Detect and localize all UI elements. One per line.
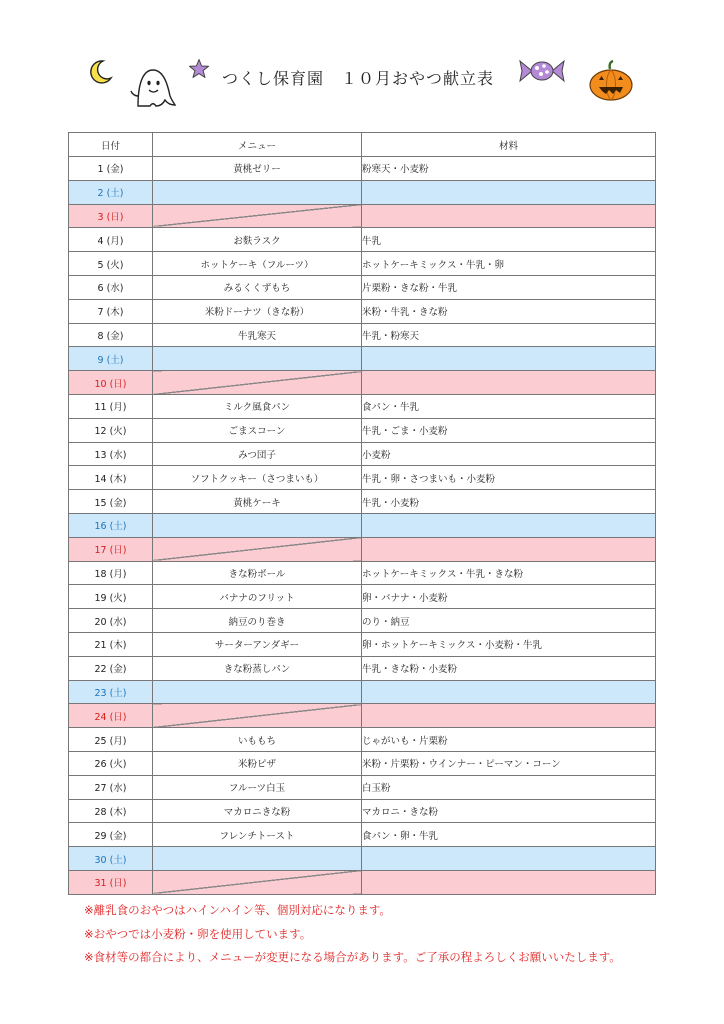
candy-icon: [518, 56, 566, 86]
table-row: [69, 157, 656, 181]
row-materials: [362, 513, 656, 537]
table-row: [69, 418, 656, 442]
table-row: [69, 513, 656, 537]
table-body: [69, 157, 656, 895]
row-date: 16 (土): [69, 513, 153, 537]
row-menu: [153, 704, 362, 728]
snack-menu-table: [68, 132, 656, 895]
row-date: 18 (月): [69, 561, 153, 585]
row-date: 2 (土): [69, 180, 153, 204]
table-row: [69, 585, 656, 609]
table-row: [69, 704, 656, 728]
row-menu: みるくくずもち: [153, 275, 362, 299]
note-allergens: ※おやつでは小麦粉・卵を使用しています。: [84, 926, 312, 941]
table-row: [69, 632, 656, 656]
table-row: [69, 275, 656, 299]
table-row: [69, 656, 656, 680]
row-menu: きな粉ボール: [153, 561, 362, 585]
row-menu: [153, 513, 362, 537]
row-materials: [362, 204, 656, 228]
row-materials: [362, 847, 656, 871]
row-date: 27 (水): [69, 775, 153, 799]
table-row: [69, 680, 656, 704]
row-date: 11 (月): [69, 394, 153, 418]
table-row: [69, 323, 656, 347]
row-date: 3 (日): [69, 204, 153, 228]
star-icon: [188, 58, 210, 80]
row-menu: 米粉ピザ: [153, 751, 362, 775]
row-menu: サーターアンダギー: [153, 632, 362, 656]
table-row: [69, 609, 656, 633]
row-menu: [153, 870, 362, 894]
row-date: 10 (日): [69, 371, 153, 395]
row-materials: 小麦粉: [362, 442, 656, 466]
row-menu: 黄桃ケーキ: [153, 490, 362, 514]
row-date: 20 (水): [69, 609, 153, 633]
table-header-row: [69, 133, 656, 157]
row-materials: 粉寒天・小麦粉: [362, 157, 656, 181]
row-date: 23 (土): [69, 680, 153, 704]
table-row: [69, 728, 656, 752]
row-date: 8 (金): [69, 323, 153, 347]
row-menu: [153, 371, 362, 395]
row-date: 30 (土): [69, 847, 153, 871]
row-date: 26 (火): [69, 751, 153, 775]
row-date: 7 (木): [69, 299, 153, 323]
row-date: 22 (金): [69, 656, 153, 680]
table-row: [69, 847, 656, 871]
row-date: 12 (火): [69, 418, 153, 442]
row-materials: [362, 371, 656, 395]
row-menu: フレンチトースト: [153, 823, 362, 847]
table-row: [69, 180, 656, 204]
row-menu: みつ団子: [153, 442, 362, 466]
table-row: [69, 394, 656, 418]
table-row: [69, 799, 656, 823]
row-menu: [153, 537, 362, 561]
table-row: [69, 204, 656, 228]
table-row: [69, 442, 656, 466]
row-menu: フルーツ白玉: [153, 775, 362, 799]
row-materials: [362, 537, 656, 561]
row-date: 6 (水): [69, 275, 153, 299]
row-materials: じゃがいも・片栗粉: [362, 728, 656, 752]
table-row: [69, 537, 656, 561]
row-menu: お麩ラスク: [153, 228, 362, 252]
note-menu-change: ※食材等の都合により、メニューが変更になる場合があります。ご了承の程よろしくお願いいたします。: [84, 950, 621, 964]
table-row: [69, 561, 656, 585]
header: [0, 0, 724, 120]
row-menu: [153, 180, 362, 204]
ghost-icon: [130, 66, 176, 108]
header-menu: メニュー: [153, 133, 362, 157]
row-materials: 食パン・牛乳: [362, 394, 656, 418]
header-date: 日付: [69, 133, 153, 157]
row-menu: ソフトクッキー（さつまいも）: [153, 466, 362, 490]
row-date: 19 (火): [69, 585, 153, 609]
pumpkin-icon: [588, 60, 634, 102]
row-materials: ホットケーキミックス・牛乳・きな粉: [362, 561, 656, 585]
row-materials: [362, 680, 656, 704]
table-row: [69, 870, 656, 894]
row-menu: ミルク風食パン: [153, 394, 362, 418]
table-row: [69, 466, 656, 490]
row-date: 25 (月): [69, 728, 153, 752]
moon-icon: [86, 58, 114, 86]
row-materials: [362, 347, 656, 371]
note-weaning: ※離乳食のおやつはハインハイン等、個別対応になります。: [84, 903, 391, 917]
row-materials: 米粉・牛乳・きな粉: [362, 299, 656, 323]
row-date: 17 (日): [69, 537, 153, 561]
header-materials: 材料: [362, 133, 656, 157]
row-materials: 牛乳: [362, 228, 656, 252]
row-materials: [362, 704, 656, 728]
row-menu: [153, 847, 362, 871]
row-date: 15 (金): [69, 490, 153, 514]
row-date: 4 (月): [69, 228, 153, 252]
row-menu: ホットケーキ（フルーツ）: [153, 252, 362, 276]
row-materials: 牛乳・粉寒天: [362, 323, 656, 347]
row-materials: 牛乳・小麦粉: [362, 490, 656, 514]
row-menu: 黄桃ゼリー: [153, 157, 362, 181]
row-date: 1 (金): [69, 157, 153, 181]
row-materials: 食パン・卵・牛乳: [362, 823, 656, 847]
row-menu: バナナのフリット: [153, 585, 362, 609]
row-menu: [153, 680, 362, 704]
row-date: 28 (木): [69, 799, 153, 823]
table-row: [69, 347, 656, 371]
table-row: [69, 751, 656, 775]
row-materials: 米粉・片栗粉・ウインナー・ピーマン・コーン: [362, 751, 656, 775]
row-date: 14 (木): [69, 466, 153, 490]
row-date: 13 (水): [69, 442, 153, 466]
row-materials: 卵・バナナ・小麦粉: [362, 585, 656, 609]
table-row: [69, 371, 656, 395]
row-menu: ごまスコーン: [153, 418, 362, 442]
table-row: [69, 228, 656, 252]
row-date: 31 (日): [69, 870, 153, 894]
table-row: [69, 299, 656, 323]
table-row: [69, 490, 656, 514]
row-menu: [153, 347, 362, 371]
row-materials: 牛乳・ごま・小麦粉: [362, 418, 656, 442]
row-menu: 米粉ドーナツ（きな粉）: [153, 299, 362, 323]
row-date: 29 (金): [69, 823, 153, 847]
row-materials: 牛乳・きな粉・小麦粉: [362, 656, 656, 680]
page-title: つくし保育園 １０月おやつ献立表: [222, 69, 495, 88]
table-row: [69, 252, 656, 276]
table-row: [69, 775, 656, 799]
row-date: 5 (火): [69, 252, 153, 276]
row-materials: 卵・ホットケーキミックス・小麦粉・牛乳: [362, 632, 656, 656]
row-date: 21 (木): [69, 632, 153, 656]
row-menu: マカロニきな粉: [153, 799, 362, 823]
row-date: 24 (日): [69, 704, 153, 728]
table-row: [69, 823, 656, 847]
row-materials: ホットケーキミックス・牛乳・卵: [362, 252, 656, 276]
row-menu: [153, 204, 362, 228]
row-date: 9 (土): [69, 347, 153, 371]
row-materials: 白玉粉: [362, 775, 656, 799]
row-materials: のり・納豆: [362, 609, 656, 633]
row-materials: マカロニ・きな粉: [362, 799, 656, 823]
row-menu: いももち: [153, 728, 362, 752]
row-materials: 片栗粉・きな粉・牛乳: [362, 275, 656, 299]
row-menu: きな粉蒸しパン: [153, 656, 362, 680]
notes: [84, 902, 621, 973]
row-materials: 牛乳・卵・さつまいも・小麦粉: [362, 466, 656, 490]
row-menu: 牛乳寒天: [153, 323, 362, 347]
row-materials: [362, 180, 656, 204]
row-menu: 納豆のり巻き: [153, 609, 362, 633]
row-materials: [362, 870, 656, 894]
